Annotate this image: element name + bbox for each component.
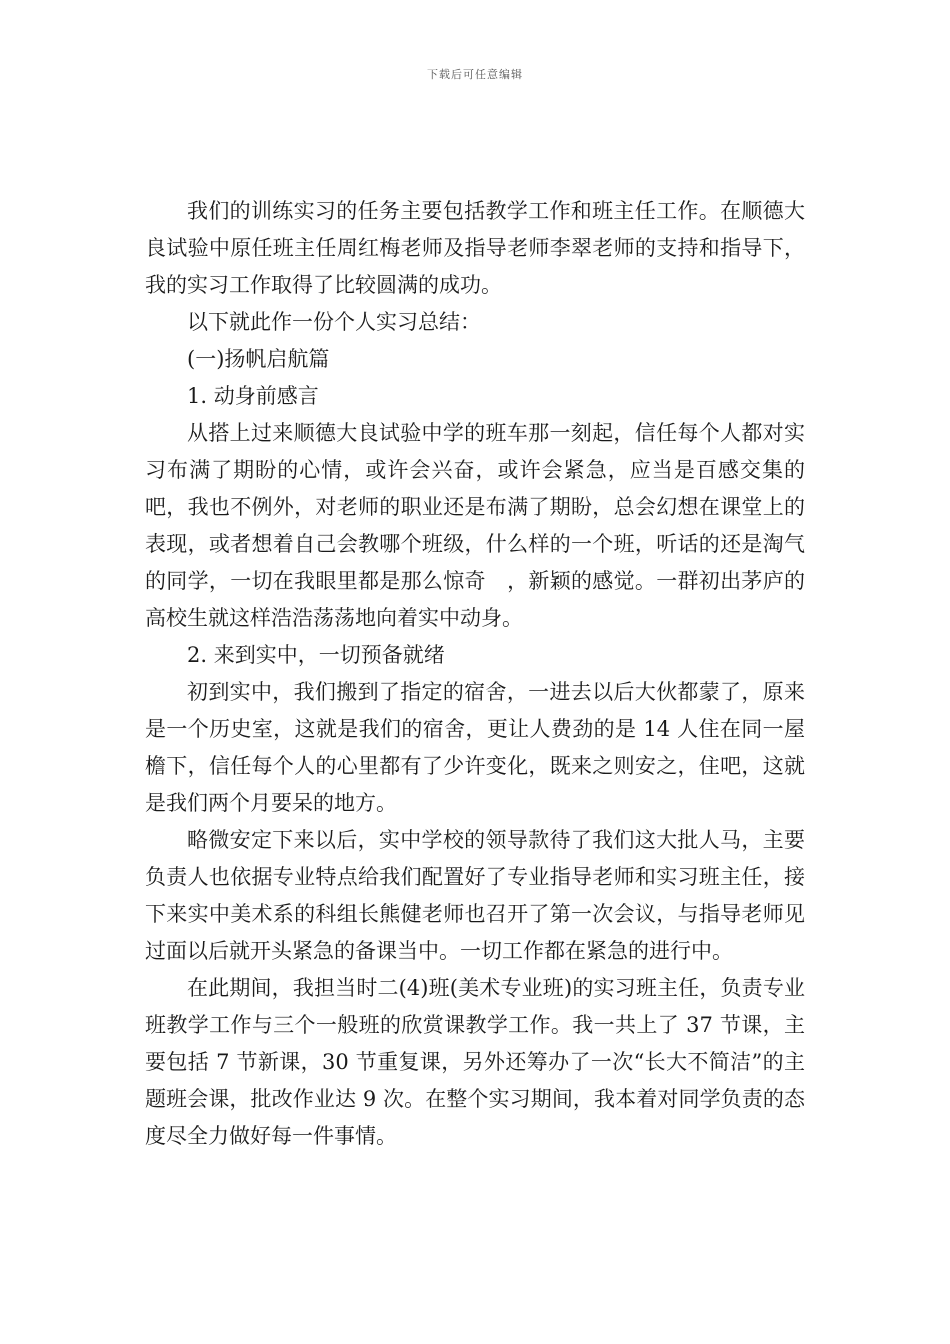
paragraph-duties: 在此期间，我担当时二(4)班(美术专业班)的实习班主任，负责专业班教学工作与三个一般班的欣赏课教学工作。我一共上了 37 节课，主要包括 7 节新课，30 节重复课，另外还筹办了一次“长大不简洁”的主题班会课，批改作业达 9 次。在整个实习期间，我本着对同学负责的态度尽全力做好每一件事情。	[145, 976, 805, 1148]
subheading-1: 1. 动身前感言	[187, 384, 319, 408]
paragraph-arrival: 初到实中，我们搬到了指定的宿舍，一进去以后大伙都蒙了，原来是一个历史室，这就是我们的宿舍，更让人费劲的是 14 人住在同一屋檐下，信任每个人的心里都有了少许变化，既来之则安之，住吧，这就是我们两个月要呆的地方。	[145, 680, 805, 815]
paragraph-settling: 略微安定下来以后，实中学校的领导款待了我们这大批人马，主要负责人也依据专业特点给我们配置好了专业指导老师和实习班主任，接下来实中美术系的科组长熊健老师也召开了第一次会议，与指导老师见过面以后就开头紧急的备课当中。一切工作都在紧急的进行中。	[145, 828, 805, 963]
section-heading-1: (一)扬帆启航篇	[187, 347, 330, 371]
document-body	[145, 193, 805, 1155]
paragraph-intro: 我们的训练实习的任务主要包括教学工作和班主任工作。在顺德大良试验中原任班主任周红梅老师及指导老师李翠老师的支持和指导下，我的实习工作取得了比较圆满的成功。	[145, 199, 805, 297]
header-note: 下载后可任意编辑	[427, 68, 523, 81]
subheading-2: 2. 来到实中，一切预备就绪	[187, 643, 445, 667]
paragraph-summary-lead: 以下就此作一份个人实习总结：	[187, 310, 481, 334]
paragraph-departure: 从搭上过来顺德大良试验中学的班车那一刻起，信任每个人都对实习布满了期盼的心情，或许会兴奋，或许会紧急，应当是百感交集的吧，我也不例外，对老师的职业还是布满了期盼，总会幻想在课堂上的表现，或者想着自己会教哪个班级，什么样的一个班，听话的还是淘气的同学，一切在我眼里都是那么惊奇 ，新颖的感觉。一群初出茅庐的高校生就这样浩浩荡荡地向着实中动身。	[145, 421, 805, 630]
